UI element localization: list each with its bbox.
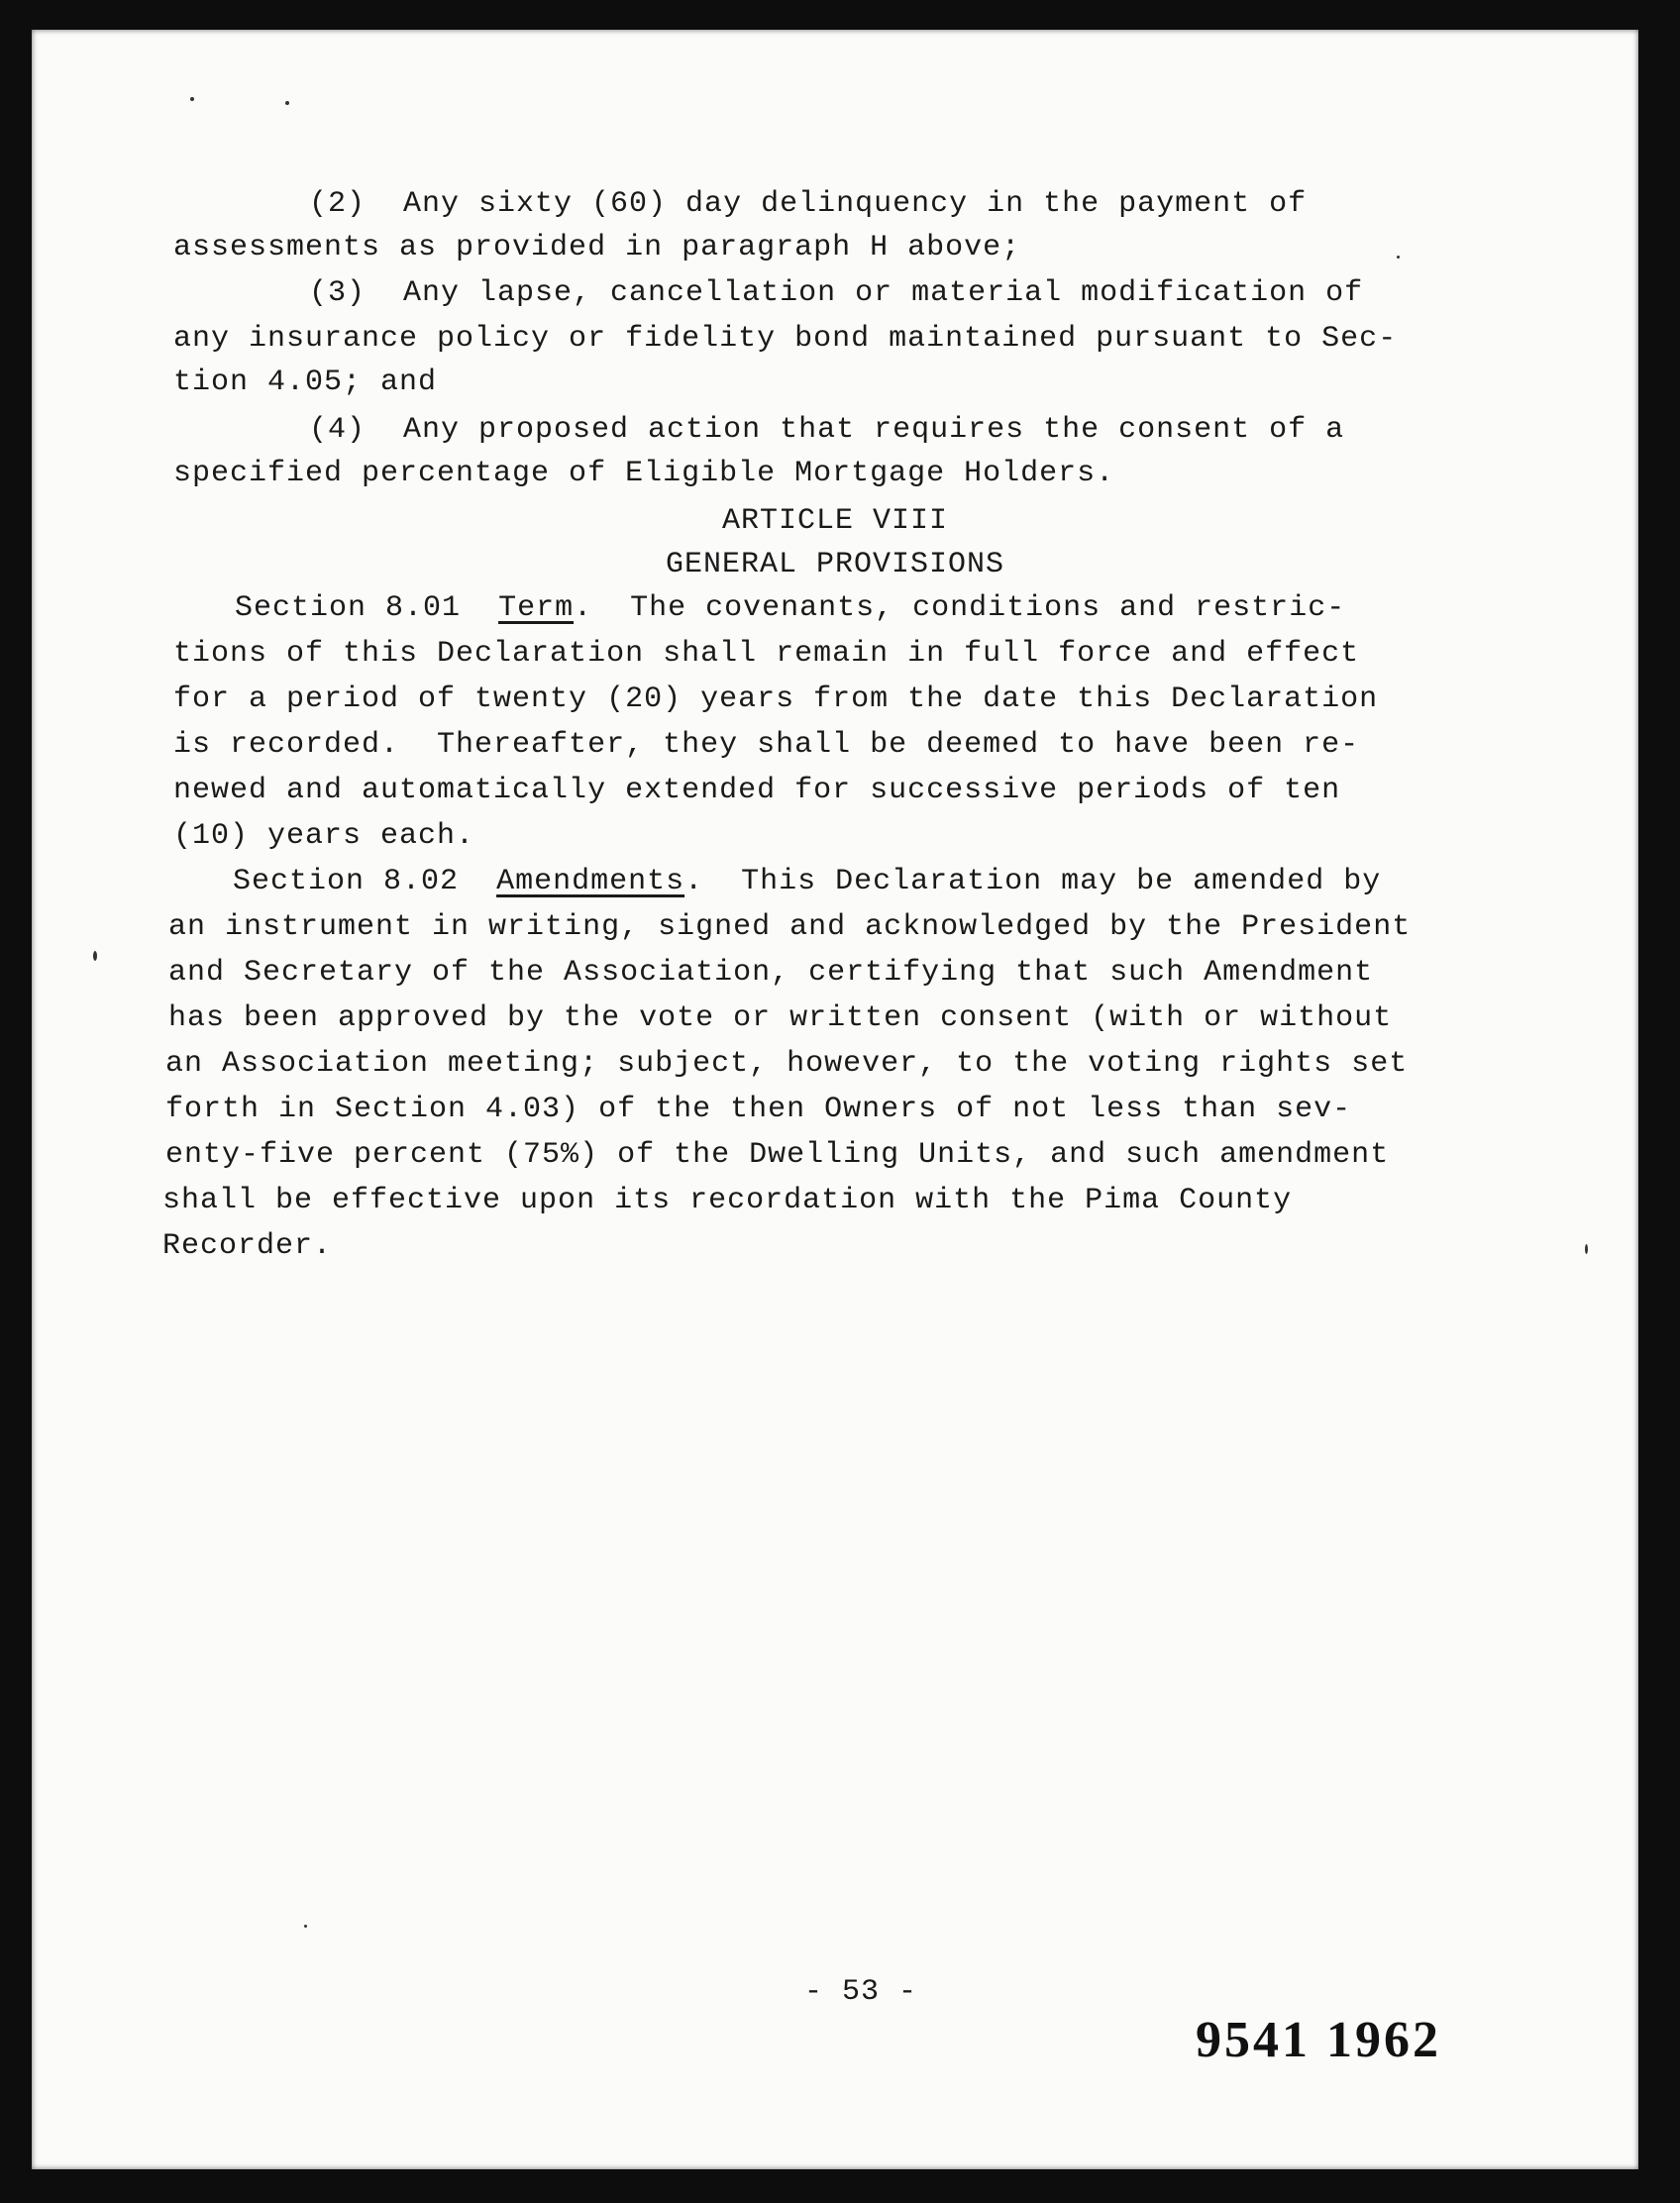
scan-speck <box>285 101 289 105</box>
section-802-line-1-rest: . This Declaration may be amended by <box>684 865 1382 898</box>
page-number: - 53 - <box>804 1975 918 2009</box>
document-code: 9541 1962 <box>1196 2012 1441 2068</box>
scan-speck <box>1585 1244 1588 1254</box>
document-page <box>32 30 1638 2169</box>
item-2-line-1: (2) Any sixty (60) day delinquency in the payment of <box>309 187 1308 221</box>
section-801-line-2: tions of this Declaration shall remain in full force and effect <box>173 637 1360 671</box>
item-3-line-3: tion 4.05; and <box>173 366 438 399</box>
section-802-line-4: has been approved by the vote or written consent (with or without <box>168 1001 1393 1035</box>
section-801-line-1-rest: . The covenants, conditions and restric- <box>574 591 1346 625</box>
section-801-line-6: (10) years each. <box>173 819 475 853</box>
section-801-title: Term <box>498 591 575 625</box>
item-2-line-2: assessments as provided in paragraph H above; <box>173 231 1021 264</box>
item-4-line-2: specified percentage of Eligible Mortgage Holders. <box>173 457 1115 490</box>
section-802-line-6: forth in Section 4.03) of the then Owners of not less than sev- <box>165 1093 1352 1126</box>
section-802-line-2: an instrument in writing, signed and acknowledged by the President <box>168 910 1412 944</box>
article-heading: ARTICLE VIII <box>721 504 949 538</box>
section-801-line-4: is recorded. Thereafter, they shall be deemed to have been re- <box>173 728 1360 762</box>
scan-speck <box>93 951 97 961</box>
section-801-line-1 <box>235 590 1345 626</box>
section-801-label: Section 8.01 <box>235 591 462 625</box>
article-title: GENERAL PROVISIONS <box>665 548 1005 581</box>
section-802-line-9: Recorder. <box>162 1229 333 1263</box>
document-text <box>32 30 1638 2169</box>
section-802-line-8: shall be effective upon its recordation with the Pima County <box>162 1184 1293 1217</box>
section-802-line-7: enty-five percent (75%) of the Dwelling Units, and such amendment <box>165 1138 1390 1172</box>
item-3-line-1: (3) Any lapse, cancellation or material modification of <box>309 276 1364 310</box>
section-802-line-1 <box>233 864 1381 899</box>
section-801-line-5: newed and automatically extended for successive periods of ten <box>173 774 1341 807</box>
item-4-line-1: (4) Any proposed action that requires the consent of a <box>309 413 1345 447</box>
section-801-line-3: for a period of twenty (20) years from the date this Declaration <box>173 682 1379 716</box>
scan-speck <box>190 97 194 101</box>
scan-speck <box>1397 256 1400 259</box>
section-802-line-5: an Association meeting; subject, however, to the voting rights set <box>165 1047 1409 1081</box>
section-802-title: Amendments <box>496 865 685 898</box>
item-3-line-2: any insurance policy or fidelity bond maintained pursuant to Sec- <box>173 322 1398 356</box>
section-802-line-3: and Secretary of the Association, certifying that such Amendment <box>168 956 1374 990</box>
section-802-label: Section 8.02 <box>233 865 460 898</box>
scan-speck <box>304 1925 307 1928</box>
